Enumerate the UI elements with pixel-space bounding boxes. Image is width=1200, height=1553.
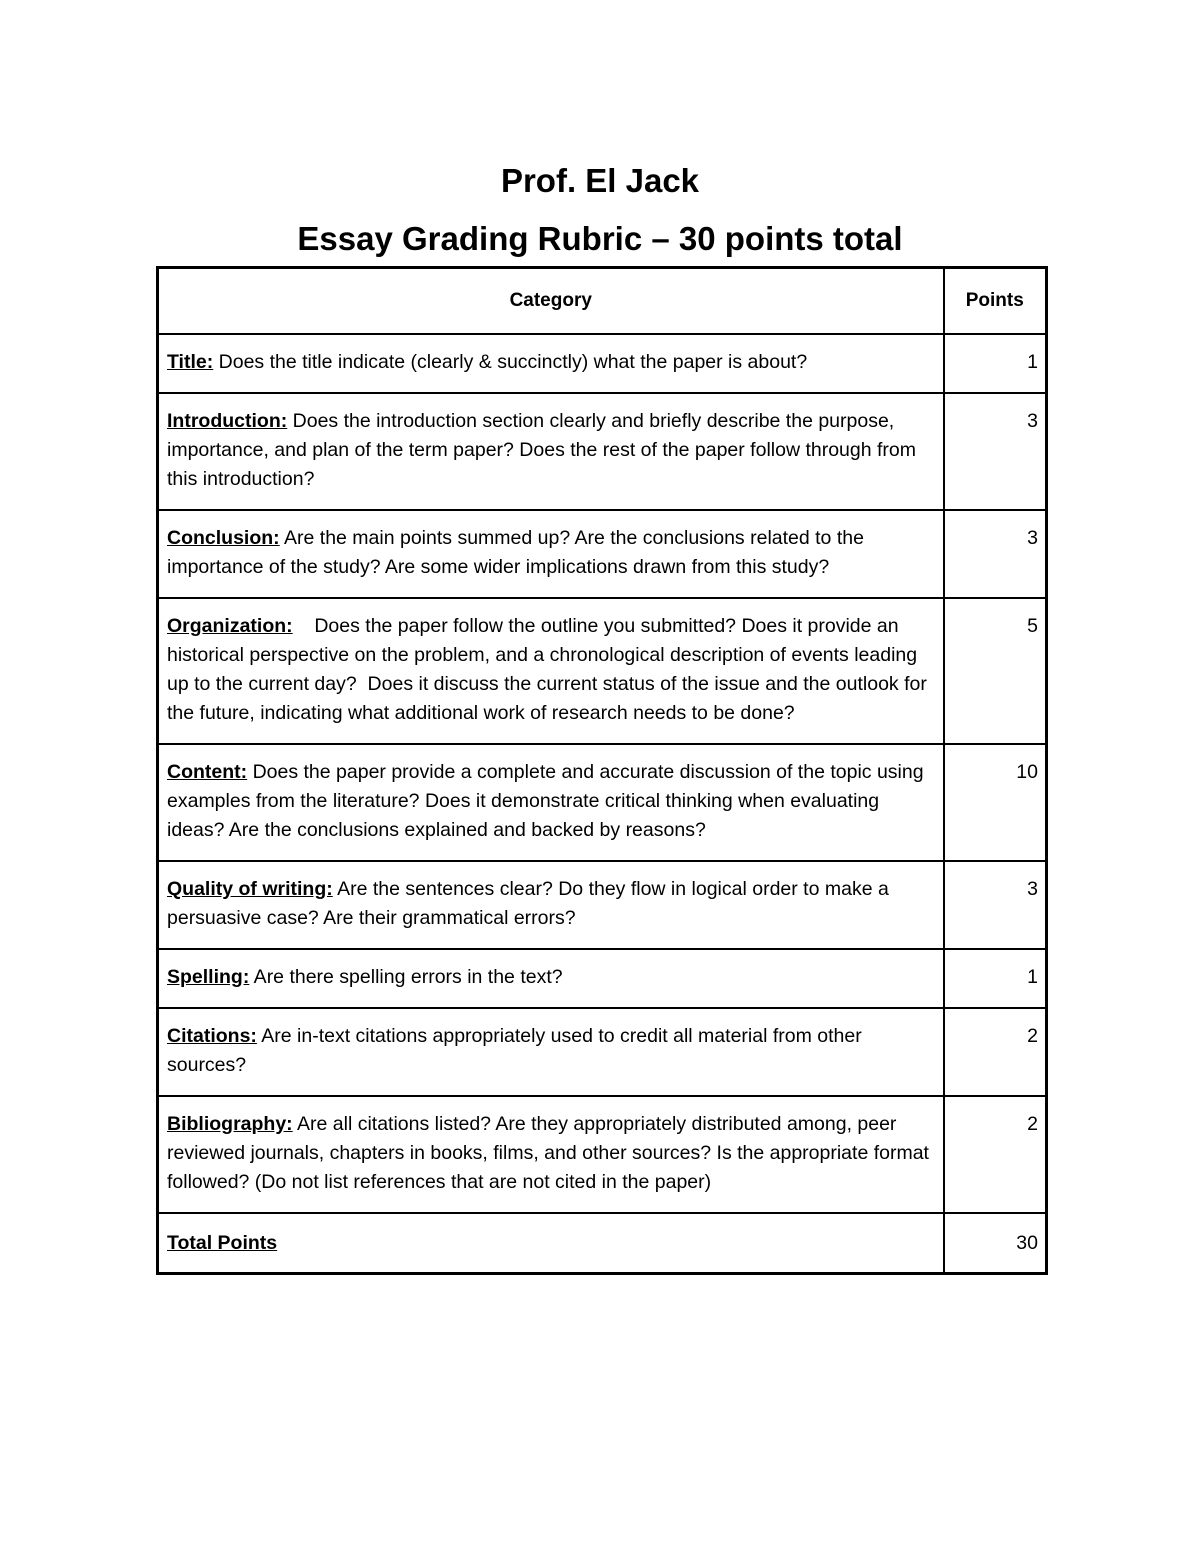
table-row: [158, 744, 1047, 861]
criterion-cell: [158, 861, 944, 949]
criterion-label: Content:: [167, 761, 248, 783]
rubric-table: [156, 266, 1048, 1275]
professor-name: Prof. El Jack: [500, 162, 700, 199]
criterion-description: Are the sentences clear? Do they flow in logical order to make a persuasive case? Are their grammatical errors?: [167, 878, 889, 929]
total-label: Total Points: [167, 1232, 278, 1254]
criterion-description: Are the main points summed up? Are the conclusions related to the importance of the study? Are some wider implications drawn from this study?: [167, 527, 864, 578]
criterion-cell: [158, 949, 944, 1008]
criterion-description: Does the paper provide a complete and accurate discussion of the topic using examples from the literature? Does it demonstrate critical thinking when evaluating ideas? Are the conclusions explained and backed by reasons?: [167, 761, 924, 841]
criterion-description: Are there spelling errors in the text?: [249, 966, 563, 988]
criterion-cell: [158, 744, 944, 861]
criterion-description: Does the title indicate (clearly & succinctly) what the paper is about?: [213, 351, 808, 373]
criterion-points: 3: [944, 393, 1047, 510]
criterion-description: Does the introduction section clearly and briefly describe the purpose, importance, and plan of the term paper? Does the rest of the paper follow through from this introduction?: [167, 410, 917, 490]
document-header: [0, 152, 1200, 268]
column-header-points: Points: [944, 268, 1047, 335]
table-row: [158, 598, 1047, 744]
criterion-cell: [158, 1096, 944, 1213]
criterion-cell: [158, 334, 944, 393]
criterion-cell: [158, 510, 944, 598]
criterion-points: 3: [944, 510, 1047, 598]
table-row: [158, 949, 1047, 1008]
criterion-label: Citations:: [167, 1025, 257, 1047]
table-row: [158, 1096, 1047, 1213]
criterion-label: Bibliography:: [167, 1113, 293, 1135]
criterion-description: Does the paper follow the outline you submitted? Does it provide an historical perspective on the problem, and a chronological description of events leading up to the current day? Does it discuss the current status of the issue and the outlook for the future, indicating what additional work of research needs to be done?: [167, 615, 933, 724]
criterion-label: Organization:: [167, 615, 293, 637]
criterion-points: 2: [944, 1008, 1047, 1096]
criterion-points: 10: [944, 744, 1047, 861]
table-header-row: [158, 268, 1047, 335]
table-row: [158, 861, 1047, 949]
total-points: 30: [944, 1213, 1047, 1274]
criterion-label: Introduction:: [167, 410, 288, 432]
criterion-points: 1: [944, 334, 1047, 393]
criterion-cell: [158, 598, 944, 744]
criterion-points: 3: [944, 861, 1047, 949]
table-row: [158, 393, 1047, 510]
criterion-description: Are all citations listed? Are they appropriately distributed among, peer reviewed journals, chapters in books, films, and other sources? Is the appropriate format followed? (Do not list references that are not cited in the paper): [167, 1113, 929, 1193]
rubric-title: Essay Grading Rubric – 30 points total: [297, 220, 903, 257]
criterion-description: Are in-text citations appropriately used to credit all material from other sources?: [167, 1025, 862, 1076]
total-cell: [158, 1213, 944, 1274]
criterion-label: Quality of writing:: [167, 878, 333, 900]
criterion-points: 5: [944, 598, 1047, 744]
criterion-cell: [158, 393, 944, 510]
table-row: [158, 334, 1047, 393]
total-row: [158, 1213, 1047, 1274]
criterion-label: Conclusion:: [167, 527, 280, 549]
column-header-category: Category: [158, 268, 944, 335]
criterion-label: Spelling:: [167, 966, 250, 988]
table-row: [158, 510, 1047, 598]
criterion-label: Title:: [167, 351, 214, 373]
table-row: [158, 1008, 1047, 1096]
criterion-cell: [158, 1008, 944, 1096]
criterion-points: 1: [944, 949, 1047, 1008]
criterion-points: 2: [944, 1096, 1047, 1213]
